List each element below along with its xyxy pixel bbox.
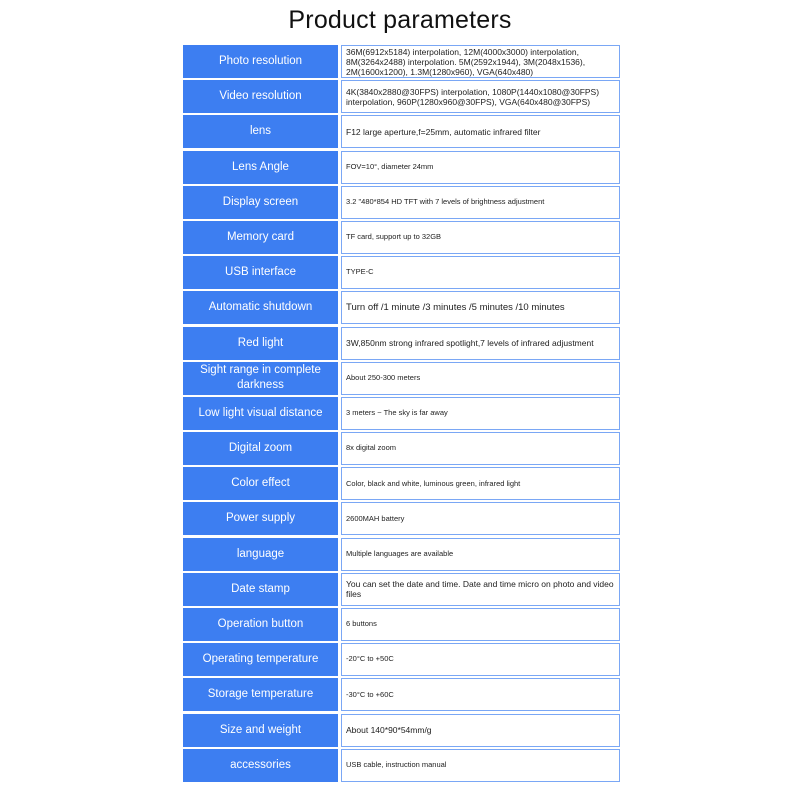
- row-value: F12 large aperture,f=25mm, automatic infrared filter: [341, 115, 620, 148]
- row-label: Size and weight: [183, 714, 338, 747]
- row-label: Memory card: [183, 221, 338, 254]
- table-row-operation-button: [183, 608, 620, 641]
- row-value: 4K(3840x2880@30FPS) interpolation, 1080P(1440x1080@30FPS) interpolation, 960P(1280x960@30FPS), VGA(640x480@30FPS): [341, 80, 620, 113]
- row-label: Display screen: [183, 186, 338, 219]
- row-value: You can set the date and time. Date and time micro on photo and video files: [341, 573, 620, 606]
- row-label: Sight range in complete darkness: [183, 362, 338, 395]
- row-label: Red light: [183, 327, 338, 360]
- row-value: 8x digital zoom: [341, 432, 620, 465]
- row-value: About 140*90*54mm/g: [341, 714, 620, 747]
- row-value: Multiple languages are available: [341, 538, 620, 571]
- row-value: -20°C to +50C: [341, 643, 620, 676]
- table-row-power-supply: [183, 502, 620, 535]
- row-value: FOV=10°, diameter 24mm: [341, 151, 620, 184]
- row-label: Storage temperature: [183, 678, 338, 711]
- row-label: lens: [183, 115, 338, 148]
- row-label: Color effect: [183, 467, 338, 500]
- row-value: TF card, support up to 32GB: [341, 221, 620, 254]
- table-row-low-light-distance: [183, 397, 620, 430]
- row-label: accessories: [183, 749, 338, 782]
- table-row-photo-resolution: [183, 45, 620, 78]
- table-row-language: [183, 538, 620, 571]
- parameters-table: [183, 45, 620, 784]
- table-row-lens: [183, 115, 620, 148]
- row-label: Low light visual distance: [183, 397, 338, 430]
- row-label: Power supply: [183, 502, 338, 535]
- table-row-video-resolution: [183, 80, 620, 113]
- table-row-sight-range: [183, 362, 620, 395]
- row-label: Automatic shutdown: [183, 291, 338, 324]
- row-value: -30°C to +60C: [341, 678, 620, 711]
- table-row-memory-card: [183, 221, 620, 254]
- table-row-accessories: [183, 749, 620, 782]
- row-value: 36M(6912x5184) interpolation, 12M(4000x3000) interpolation, 8M(3264x2488) interpolation. 5M(2592x1944), 3M(2048x1536), 2M(1600x1200), 1.3M(1280x960), VGA(640x480): [341, 45, 620, 78]
- row-label: language: [183, 538, 338, 571]
- row-value: 3 meters ~ The sky is far away: [341, 397, 620, 430]
- row-value: 6 buttons: [341, 608, 620, 641]
- table-row-automatic-shutdown: [183, 291, 620, 324]
- row-value: 3.2 "480*854 HD TFT with 7 levels of brightness adjustment: [341, 186, 620, 219]
- row-value: Turn off /1 minute /3 minutes /5 minutes /10 minutes: [341, 291, 620, 324]
- table-row-lens-angle: [183, 151, 620, 184]
- row-value: USB cable, instruction manual: [341, 749, 620, 782]
- row-label: Operating temperature: [183, 643, 338, 676]
- table-row-usb-interface: [183, 256, 620, 289]
- row-label: Lens Angle: [183, 151, 338, 184]
- table-row-storage-temperature: [183, 678, 620, 711]
- row-label: Photo resolution: [183, 45, 338, 78]
- row-value: About 250-300 meters: [341, 362, 620, 395]
- table-row-red-light: [183, 327, 620, 360]
- table-row-display-screen: [183, 186, 620, 219]
- page-title: Product parameters: [288, 6, 512, 34]
- table-row-operating-temperature: [183, 643, 620, 676]
- row-label: Video resolution: [183, 80, 338, 113]
- table-row-date-stamp: [183, 573, 620, 606]
- table-row-color-effect: [183, 467, 620, 500]
- row-label: USB interface: [183, 256, 338, 289]
- table-row-size-weight: [183, 714, 620, 747]
- row-label: Operation button: [183, 608, 338, 641]
- row-label: Digital zoom: [183, 432, 338, 465]
- row-value: TYPE-C: [341, 256, 620, 289]
- row-label: Date stamp: [183, 573, 338, 606]
- table-row-digital-zoom: [183, 432, 620, 465]
- row-value: 2600MAH battery: [341, 502, 620, 535]
- row-value: 3W,850nm strong infrared spotlight,7 levels of infrared adjustment: [341, 327, 620, 360]
- row-value: Color, black and white, luminous green, infrared light: [341, 467, 620, 500]
